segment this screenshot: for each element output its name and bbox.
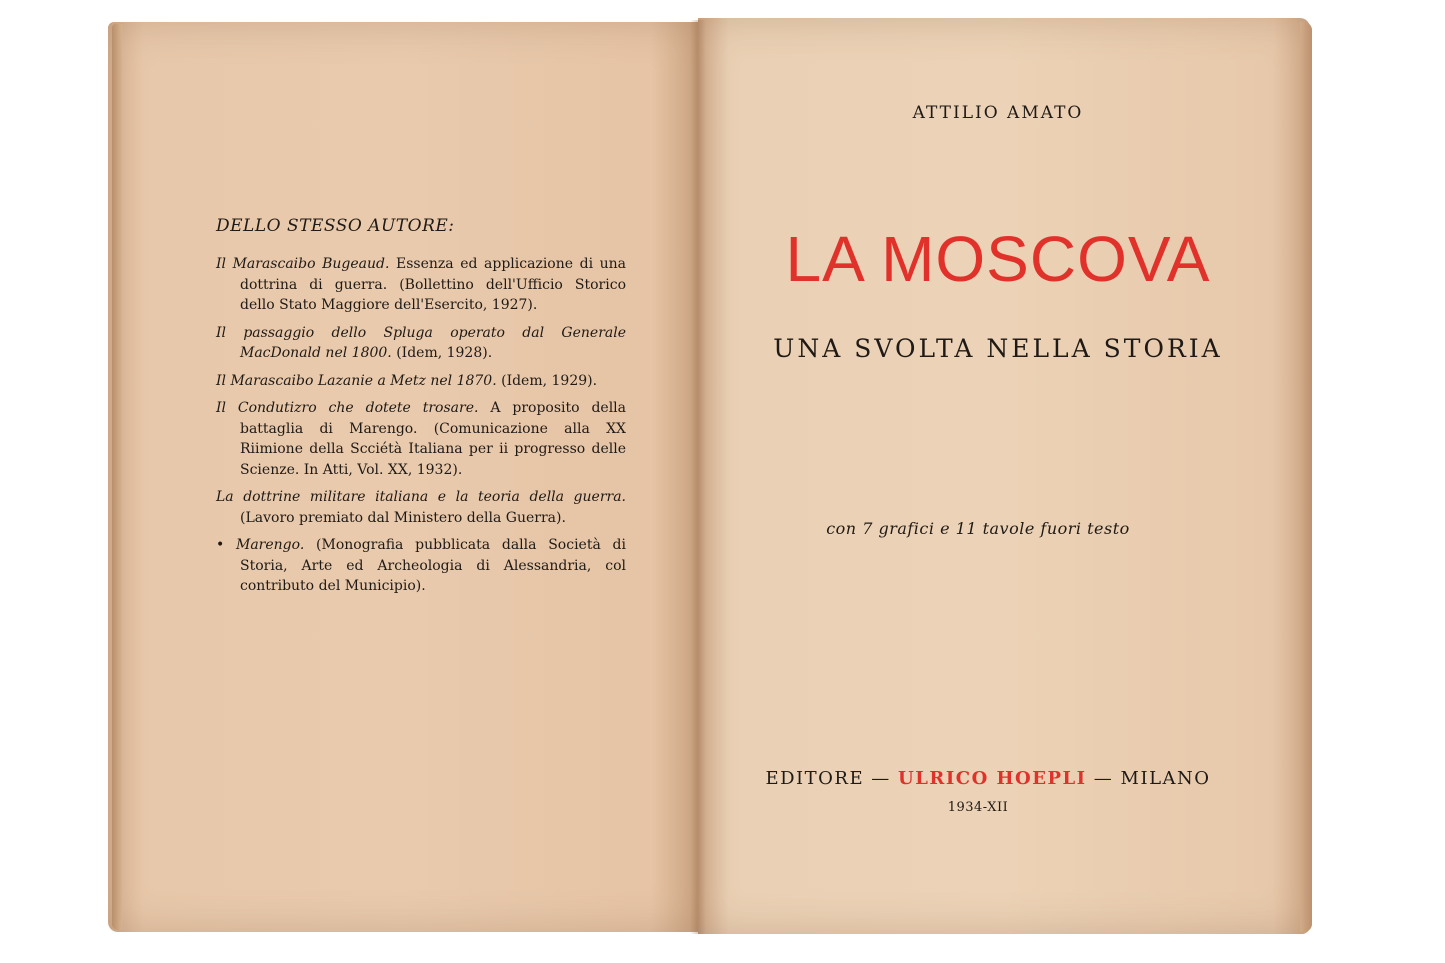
work-details: (Idem, 1928). [391,345,493,361]
work-item [216,323,626,364]
work-bullet: • [216,537,236,553]
author-name: ATTILIO AMATO [912,103,1084,123]
publisher-imprint [698,768,1278,789]
work-title: Il Condutizro che dotete trosare. [216,400,479,416]
illustrations-note: con 7 grafici e 11 tavole fuori testo [826,519,1130,538]
work-details: (Lavoro premiato dal Ministero della Guerra). [240,509,566,526]
work-item [216,371,626,392]
right-page-edge [1300,22,1312,932]
book-title: LA MOSCOVA [785,223,1211,295]
imprint-city: — MILANO [1086,768,1211,789]
work-title: La dottrine militare italiana e la teoria della guerra. [216,489,626,505]
work-item [216,398,626,480]
work-title: Il passaggio dello Spluga operato dal Generale MacDonald nel 1800. [216,324,626,361]
imprint-editore: EDITORE — [765,768,899,789]
work-details: (Idem, 1929). [496,372,598,389]
work-title: Il Marascaibo Bugeaud. [216,256,390,272]
right-page [698,18,1310,934]
book-subtitle: UNA SVOLTA NELLA STORIA [773,334,1223,363]
other-works-heading: DELLO STESSO AUTORE: [216,216,455,236]
work-title: Marengo. [236,537,305,553]
work-item [216,487,626,528]
work-title: Il Marascaibo Lazanie a Metz nel 1870. [216,372,497,389]
work-details: (Monografia pubblicata dalla Società di Storia, Arte ed Archeologia di Alessandria, col contributo del Municipio). [240,537,626,594]
work-item [216,535,626,597]
work-details: A proposito della battaglia di Marengo. (Comunicazione alla XX Riimione della Scciétà Italiana per ii progresso delle Scienze. In Atti, Vol. XX, 1932). [240,400,627,478]
other-works-list [216,254,626,604]
work-details: Essenza ed applicazione di una dottrina di guerra. (Bollettino dell'Ufficio Storico dello Stato Maggiore dell'Esercito, 1927). [240,256,626,313]
book-gutter [690,20,706,934]
publication-year: 1934-XII [947,800,1009,815]
publisher-name: ULRICO HOEPLI [898,768,1087,789]
left-page-edge [112,24,122,930]
work-item [216,254,626,316]
